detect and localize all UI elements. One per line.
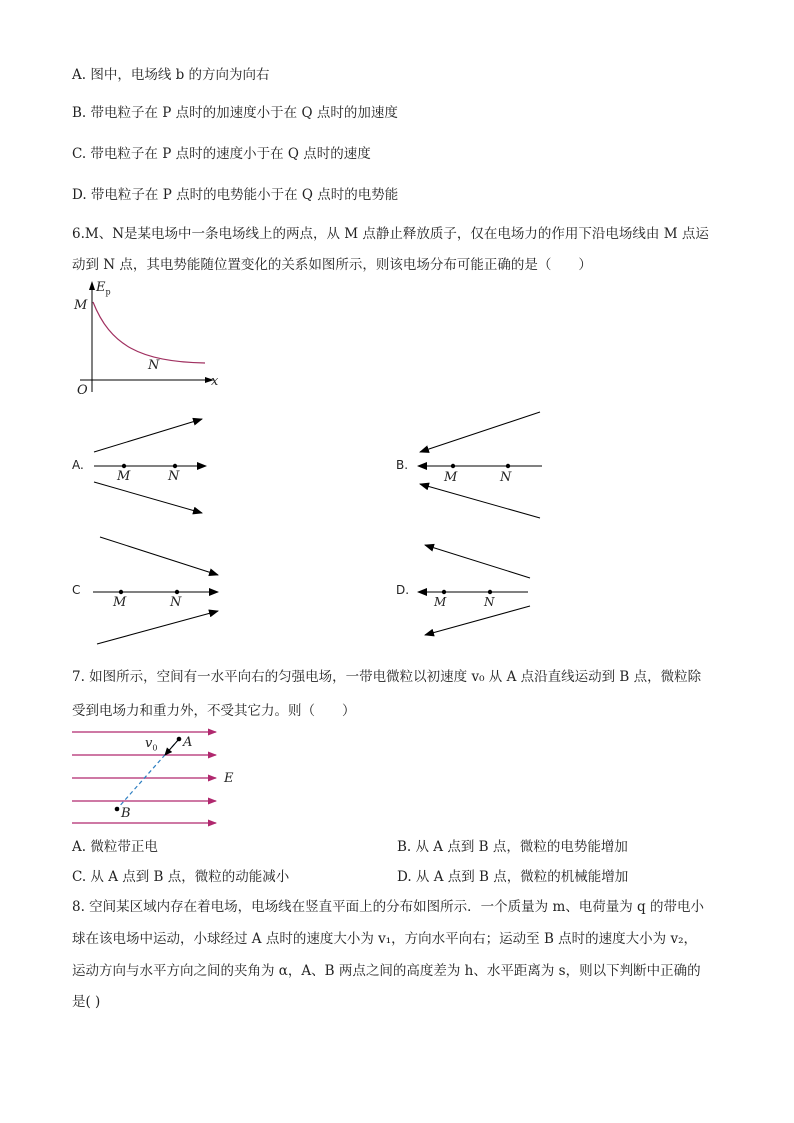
- graph-m-label: M: [74, 298, 88, 313]
- q5-option-a: A. 图中，电场线 b 的方向为向右: [72, 67, 270, 83]
- q8-line4: 是( ): [72, 994, 101, 1010]
- q6-option-d-letter: D.: [396, 583, 410, 597]
- q7-v0-label: $v_0$: [145, 736, 158, 753]
- option-a-n-label: N: [168, 469, 180, 484]
- q5-option-b: B. 带电粒子在 P 点时的加速度小于在 Q 点时的加速度: [72, 105, 398, 121]
- q8-line2: 球在该电场中运动，小球经过 A 点时的速度大小为 v₁，方向水平向右；运动至 B 点时的速度大小为 v₂，: [72, 931, 697, 947]
- graph-origin-label: O: [77, 383, 88, 398]
- q7-point-a-label: A: [183, 735, 193, 750]
- option-d-n-label: N: [484, 595, 495, 609]
- graph-y-label: $E_p$: [96, 280, 111, 297]
- graph-x-label: x: [211, 374, 219, 389]
- graph-n-label: N: [148, 358, 160, 373]
- q7-field-e-label: E: [224, 771, 234, 786]
- q5-option-d: D. 带电粒子在 P 点时的电势能小于在 Q 点时的电势能: [72, 187, 399, 203]
- q6-option-a-letter: A.: [72, 458, 84, 472]
- q7-option-b: B. 从 A 点到 B 点，微粒的电势能增加: [397, 839, 628, 855]
- q6-option-b-letter: B.: [396, 458, 409, 472]
- q7-option-d: D. 从 A 点到 B 点，微粒的机械能增加: [397, 869, 629, 885]
- option-b-m-label: M: [444, 470, 458, 485]
- option-a-m-label: M: [117, 469, 131, 484]
- option-c-n-label: N: [170, 595, 182, 610]
- q7-stem-line1: 7. 如图所示，空间有一水平向右的匀强电场，一带电微粒以初速度 v₀ 从 A 点沿直线运动到 B 点，微粒除: [72, 669, 702, 685]
- q6-option-c-letter: C: [72, 583, 81, 597]
- q8-line1: 8. 空间某区域内存在着电场，电场线在竖直平面上的分布如图所示．一个质量为 m、电荷量为 q 的带电小: [72, 899, 704, 915]
- option-d-m-label: M: [434, 595, 447, 609]
- q5-option-c: C. 带电粒子在 P 点时的速度小于在 Q 点时的速度: [72, 146, 371, 162]
- option-c-m-label: M: [113, 595, 127, 610]
- q6-stem-line1: 6.M、N是某电场中一条电场线上的两点，从 M 点静止释放质子，仅在电场力的作用下沿电场线由 M 点运: [72, 226, 709, 242]
- q7-stem-line2: 受到电场力和重力外，不受其它力。则（ ）: [72, 703, 356, 719]
- q6-stem-line2: 动到 N 点，其电势能随位置变化的关系如图所示，则该电场分布可能正确的是（ ）: [72, 257, 592, 273]
- q7-option-a: A. 微粒带正电: [72, 839, 158, 855]
- q7-option-c: C. 从 A 点到 B 点，微粒的动能减小: [72, 869, 290, 885]
- q7-point-b-label: B: [121, 806, 131, 821]
- q8-line3: 运动方向与水平方向之间的夹角为 α，A、B 两点之间的高度差为 h、水平距离为 s，则以下判断中正确的: [72, 963, 701, 979]
- option-b-n-label: N: [500, 470, 512, 485]
